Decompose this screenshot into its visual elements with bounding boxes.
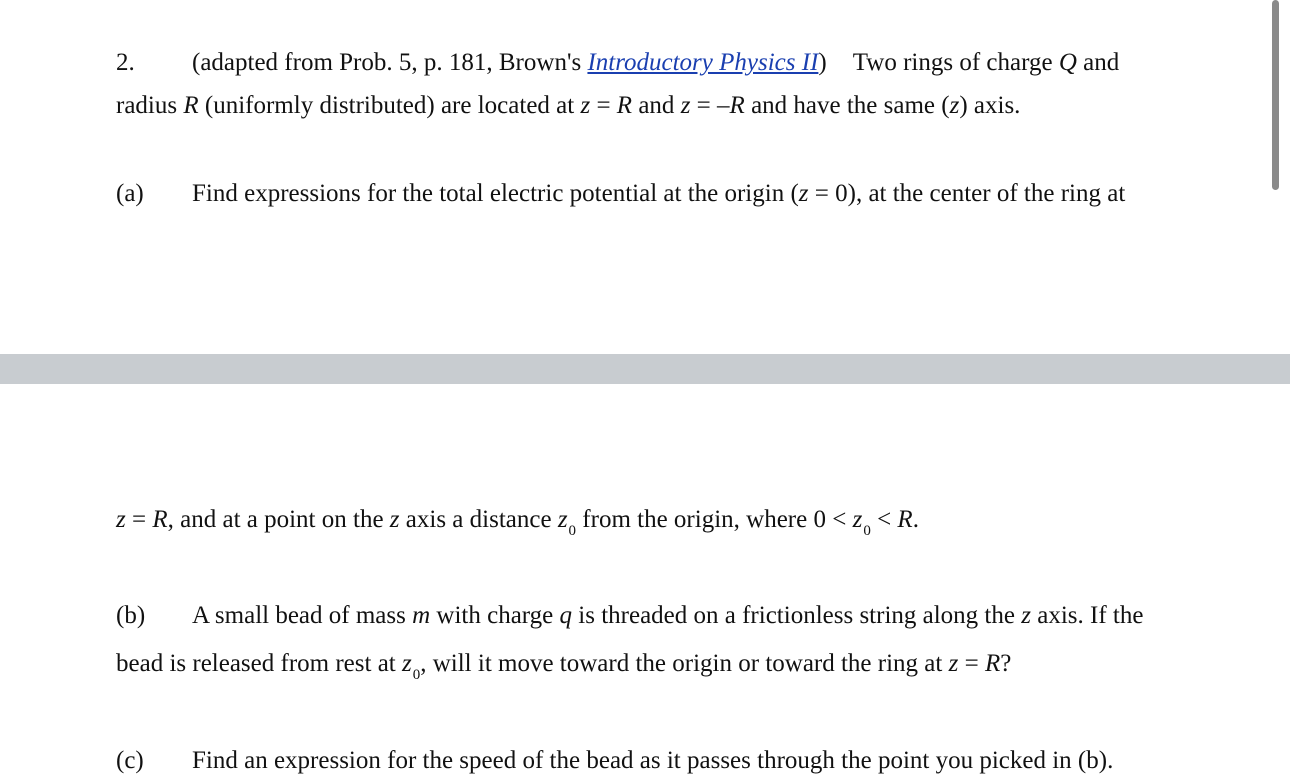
part-a-label: (a)	[116, 180, 144, 207]
vertical-scrollbar-thumb[interactable]	[1272, 0, 1279, 190]
page-break-band	[0, 354, 1290, 384]
book-title-link[interactable]: Introductory Physics II	[587, 49, 819, 76]
part-b-label: (b)	[116, 602, 146, 629]
problem-intro-line: (adapted from Prob. 5, p. 181, Brown's Introductory Physics II) Two rings of charge Q and	[192, 49, 1120, 76]
part-b-text-line-2: bead is released from rest at $z_0$, will it move toward the origin or toward the ring at z = R?	[116, 650, 1012, 683]
problem-intro-line-2: radius R (uniformly distributed) are located at z = R and z = –R and have the same (z) axis.	[116, 92, 1021, 119]
part-b-text: A small bead of mass m with charge q is threaded on a frictionless string along the z axis. If the	[192, 602, 1144, 629]
part-a-continuation: z = R, and at a point on the z axis a distance $z_0$ from the origin, where $0 < z_0 < R$.	[116, 506, 919, 539]
problem-number: 2.	[116, 49, 135, 76]
part-a-text: Find expressions for the total electric potential at the origin (z = 0), at the center of the ring at	[192, 180, 1126, 207]
part-c-label: (c)	[116, 747, 144, 774]
part-c-text: Find an expression for the speed of the bead as it passes through the point you picked in (b).	[192, 747, 1114, 774]
